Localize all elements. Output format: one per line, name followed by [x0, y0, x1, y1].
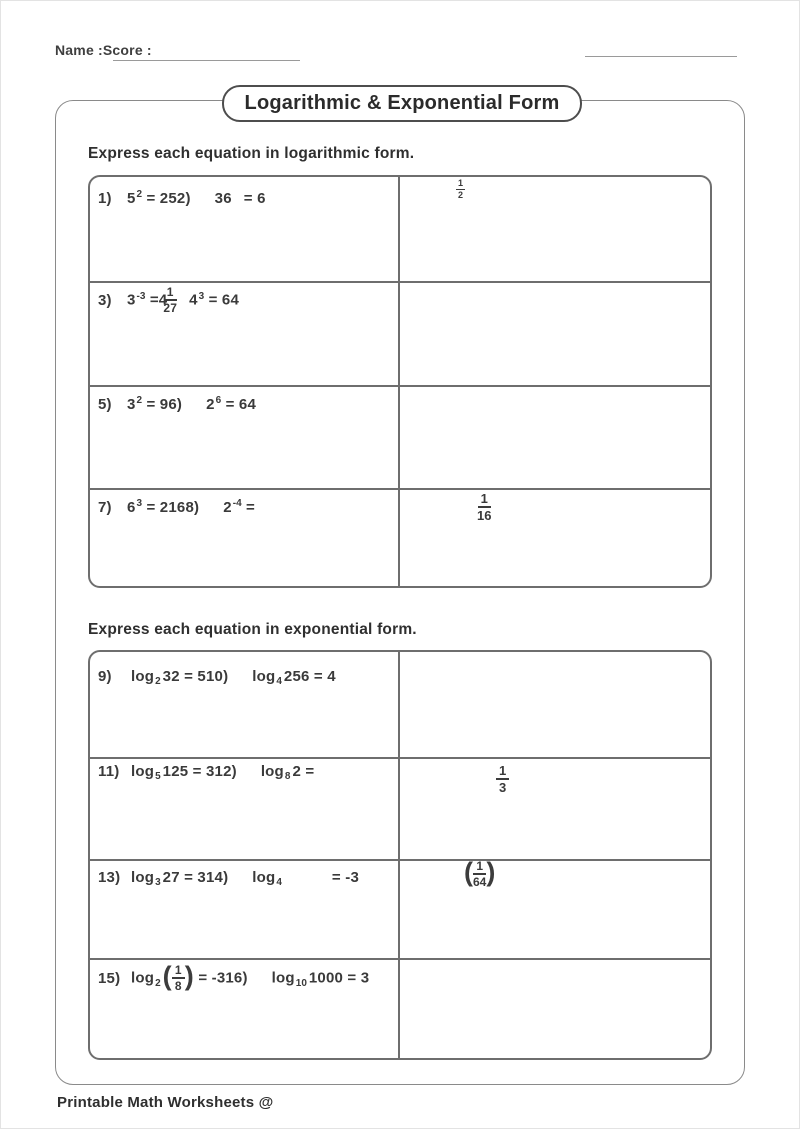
- problem-9-10: 9) $\log_2 32 = 510$) $\log_4 256 = 4$: [98, 668, 336, 687]
- answer-fraction-1-3: $\frac{1}{3}$: [496, 764, 509, 796]
- problem-5-6: 5) $3^2 = 96$) $2^6 = 64$: [98, 395, 257, 413]
- problem-number: 3): [98, 291, 112, 309]
- problem-1-2: 1) $5^2 = 252$) 36 = 6: [98, 189, 266, 207]
- name-label: Name :: [55, 42, 103, 58]
- exponent: 2: [136, 395, 143, 406]
- problem-number: 10): [205, 668, 229, 685]
- problem-3-4: 3) $3^{-3} =4$ $\frac{1}{27}$ $4^3 = 64$: [98, 285, 239, 316]
- fraction-1-27: $\frac{1}{27}$: [163, 285, 178, 316]
- log-base: 2: [155, 676, 161, 687]
- score-label: Score :: [102, 42, 152, 58]
- stray-half-exponent: $\frac{1}{2}$: [458, 178, 464, 200]
- problem-number: 8): [185, 499, 200, 516]
- footer-credit: Printable Math Worksheets @: [57, 1094, 274, 1111]
- problem-number: 7): [98, 499, 112, 516]
- fraction-1-8: $\frac{1}{8}$: [172, 964, 185, 993]
- name-blank-line: [113, 60, 300, 61]
- answer-fraction-1-16: $\frac{1}{16}$: [477, 491, 492, 524]
- problem-number: 16): [225, 969, 248, 987]
- table2-row-divider: [88, 757, 712, 759]
- close-paren: ): [486, 857, 496, 888]
- exponent: 6: [215, 395, 222, 406]
- open-paren: (: [162, 961, 172, 992]
- worksheet-title-text: Logarithmic & Exponential Form: [244, 92, 560, 114]
- table1-row-divider: [88, 385, 712, 387]
- problem-number: 2): [176, 190, 191, 207]
- answer-fraction-1-64: ( $\frac{1}{64}$ ): [464, 857, 496, 890]
- exponent: -3: [136, 290, 146, 302]
- problem-15-16: 15) $\log_2$( $\frac{1}{8}$ ) = -316) $\log_{10} 1000 = 3$: [98, 961, 370, 994]
- problem-13-14: 13) $\log_3 27 = 314$) $\log_4 = -3$: [98, 869, 359, 888]
- score-blank-line: [585, 56, 737, 57]
- section1-heading: Express each equation in logarithmic form.: [88, 145, 415, 162]
- log-base: 8: [284, 771, 291, 782]
- table2-row-divider: [88, 958, 712, 960]
- problem-number: 12): [214, 763, 237, 780]
- exponent: 2: [136, 189, 143, 200]
- name-score-line: [55, 42, 152, 60]
- log-base: 2: [155, 977, 161, 989]
- log-base: 10: [295, 977, 307, 989]
- problem-number: 11): [98, 763, 120, 780]
- log-base: 4: [276, 676, 282, 687]
- exponent: -4: [232, 498, 242, 509]
- problem-number: 13): [98, 869, 121, 886]
- table2-column-divider: [398, 652, 400, 1058]
- problem-number: 14): [205, 869, 229, 886]
- table2-row-divider: [88, 859, 712, 861]
- open-paren: (: [464, 857, 473, 888]
- table1-row-divider: [88, 488, 712, 490]
- problem-number: 6): [168, 396, 183, 413]
- exponent: 3: [136, 498, 143, 509]
- problem-11-12: 11) $\log_5 125 = 312$) $\log_8 2$ =: [98, 763, 315, 782]
- log-base: 4: [276, 877, 282, 888]
- problem-number: 1): [98, 190, 112, 207]
- table-logarithmic-form: [88, 175, 712, 588]
- table-exponential-form: [88, 650, 712, 1060]
- table1-row-divider: [88, 281, 712, 283]
- problem-number: 5): [98, 396, 112, 413]
- worksheet-title: [222, 85, 582, 122]
- problem-number: 9): [98, 668, 112, 685]
- table1-column-divider: [398, 177, 400, 586]
- exponent: 3: [198, 290, 205, 302]
- close-paren: ): [184, 961, 194, 992]
- log-base: 3: [155, 877, 161, 888]
- problem-7-8: 7) $6^3 = 2168$) $2^{-4}$ =: [98, 498, 255, 516]
- log-base: 5: [155, 771, 161, 782]
- section2-heading: Express each equation in exponential form.: [88, 621, 417, 638]
- problem-number: 15): [98, 969, 121, 987]
